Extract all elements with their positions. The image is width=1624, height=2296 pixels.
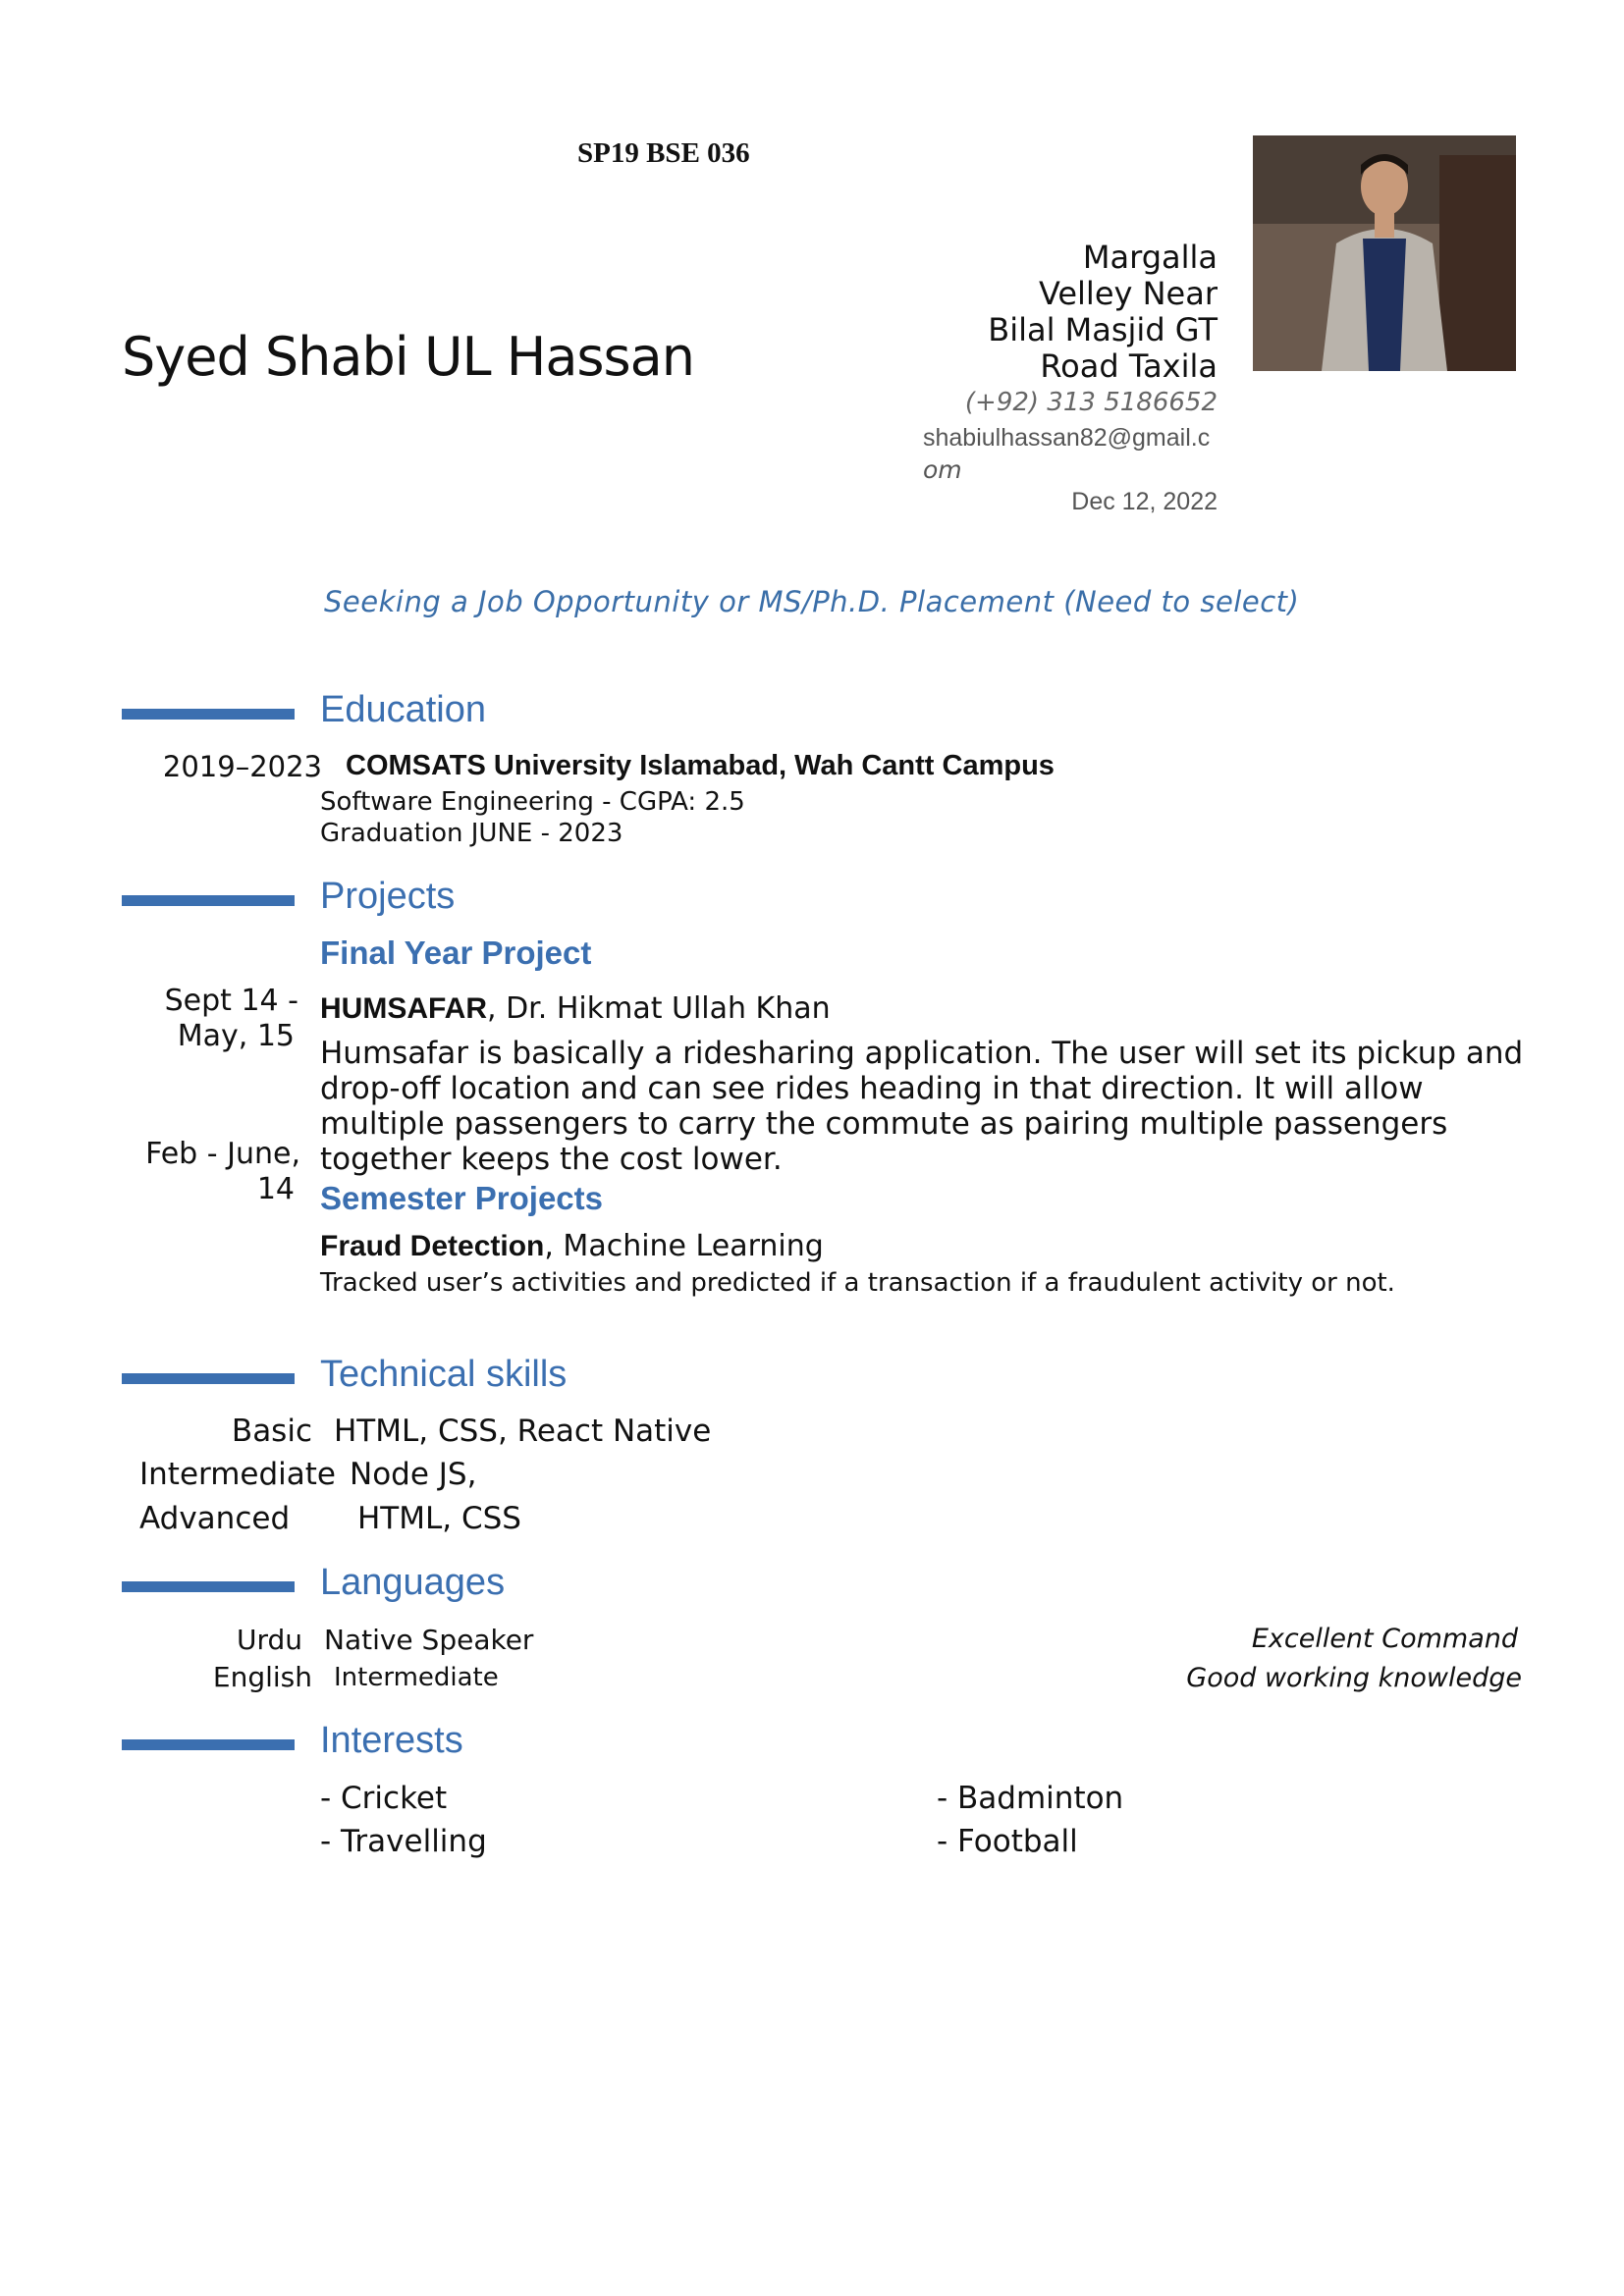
section-divider bbox=[122, 895, 295, 906]
semester-project-line bbox=[320, 1229, 824, 1263]
fyp-name-line bbox=[320, 991, 831, 1026]
fyp-name: HUMSAFAR bbox=[320, 992, 487, 1025]
language-name: Urdu bbox=[236, 1624, 302, 1656]
education-graduation: Graduation JUNE - 2023 bbox=[320, 819, 623, 848]
section-divider bbox=[122, 1373, 295, 1384]
fyp-date-start: Sept 14 - bbox=[164, 984, 298, 1018]
interest-item: - Football bbox=[937, 1824, 1078, 1859]
technical-skills-heading: Technical skills bbox=[320, 1354, 568, 1395]
languages-heading: Languages bbox=[320, 1562, 506, 1603]
contact-block bbox=[884, 240, 1218, 420]
interest-item: - Cricket bbox=[320, 1781, 448, 1816]
language-name: English bbox=[212, 1661, 312, 1693]
semester-project-name: Fraud Detection bbox=[320, 1230, 545, 1262]
objective-statement: Seeking a Job Opportunity or MS/Ph.D. Placement (Need to select) bbox=[324, 585, 1300, 618]
education-years: 2019–2023 bbox=[162, 750, 322, 783]
section-divider bbox=[122, 1581, 295, 1592]
phone-number: (+92) 313 5186652 bbox=[964, 388, 1218, 417]
interest-item: - Badminton bbox=[937, 1781, 1124, 1816]
semester-date-start: Feb - June, bbox=[145, 1137, 300, 1171]
fyp-description-line: together keeps the cost lower. bbox=[320, 1142, 783, 1177]
projects-heading: Projects bbox=[320, 876, 456, 917]
semester-project-topic: , Machine Learning bbox=[544, 1229, 824, 1263]
semester-project-description: Tracked user’s activities and predicted if a transaction if a fraudulent activity or not. bbox=[320, 1268, 1395, 1298]
semester-projects-heading: Semester Projects bbox=[320, 1180, 603, 1216]
email-line-1[interactable]: shabiulhassan82@gmail.c bbox=[923, 424, 1211, 452]
language-note: Good working knowledge bbox=[1186, 1663, 1522, 1693]
skill-level: Basic bbox=[231, 1414, 312, 1449]
candidate-name: Syed Shabi UL Hassan bbox=[122, 326, 694, 388]
language-note: Excellent Command bbox=[1251, 1624, 1518, 1654]
fyp-description-line: multiple passengers to carry the commute as pairing multiple passengers bbox=[320, 1106, 1448, 1142]
fyp-description-line: Humsafar is basically a ridesharing application. The user will set its pickup and bbox=[320, 1036, 1524, 1071]
final-year-project-heading: Final Year Project bbox=[320, 934, 592, 971]
skill-level: Intermediate bbox=[139, 1457, 337, 1492]
language-level: Intermediate bbox=[334, 1663, 499, 1692]
address-line: Bilal Masjid GT bbox=[988, 311, 1218, 348]
section-divider bbox=[122, 709, 295, 720]
email-line-2[interactable]: om bbox=[923, 455, 962, 484]
fyp-supervisor: , Dr. Hikmat Ullah Khan bbox=[487, 991, 831, 1026]
skill-value: HTML, CSS bbox=[357, 1501, 521, 1536]
address-line: Velley Near bbox=[1038, 275, 1218, 312]
language-level: Native Speaker bbox=[324, 1624, 534, 1656]
portrait-image bbox=[1253, 135, 1516, 371]
skill-value: HTML, CSS, React Native bbox=[334, 1414, 712, 1449]
address-line: Margalla bbox=[1082, 239, 1218, 276]
document-date: Dec 12, 2022 bbox=[1071, 488, 1218, 515]
skill-value: Node JS, bbox=[350, 1457, 477, 1492]
education-heading: Education bbox=[320, 689, 487, 730]
interests-heading: Interests bbox=[320, 1720, 463, 1761]
registration-number: SP19 BSE 036 bbox=[577, 137, 750, 169]
fyp-description-line: drop-off location and can see rides heading in that direction. It will allow bbox=[320, 1071, 1424, 1106]
profile-photo bbox=[1253, 135, 1516, 371]
semester-date-end: 14 bbox=[256, 1172, 295, 1206]
education-program: Software Engineering - CGPA: 2.5 bbox=[320, 787, 745, 817]
interest-item: - Travelling bbox=[320, 1824, 487, 1859]
skill-level: Advanced bbox=[139, 1501, 291, 1536]
education-institution: COMSATS University Islamabad, Wah Cantt Campus bbox=[346, 750, 1055, 781]
section-divider bbox=[122, 1739, 295, 1750]
address-line: Road Taxila bbox=[1040, 347, 1218, 385]
fyp-description bbox=[320, 1036, 1528, 1177]
fyp-date-end: May, 15 bbox=[177, 1019, 295, 1053]
